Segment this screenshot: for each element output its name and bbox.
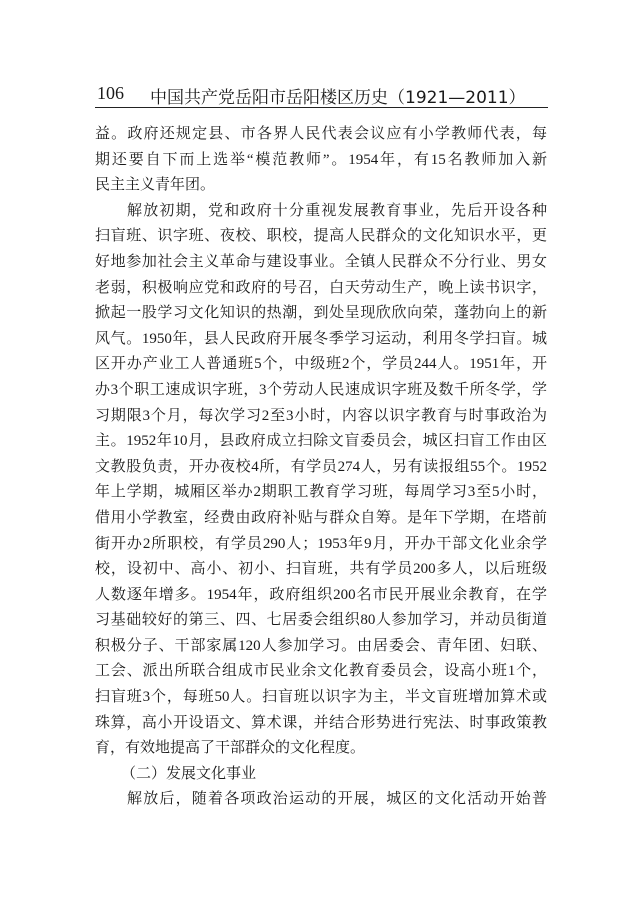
text-line: 习基础较好的第三、四、七居委会组织80人参加学习，并动员街道 (95, 612, 547, 629)
text-line: 好地参加社会主义革命与建设事业。全镇人民群众不分行业、男女 (95, 253, 547, 270)
text-line: 育，有效地提高了干部群众的文化程度。 (95, 740, 366, 757)
text-line: 解放后，随着各项政治运动的开展，城区的文化活动开始普 (127, 791, 547, 808)
book-title: 中国共产党岳阳市岳阳楼区历史（1921—2011） (150, 88, 526, 108)
text-line: 工会、派出所联合组成市民业余文化教育委员会，设高小班1个， (95, 663, 547, 680)
text-line: 期还要自下而上选举“模范教师”。1954年，有15名教师加入新 (95, 151, 547, 168)
text-line: 益。政府还规定县、市各界人民代表会议应有小学教师代表，每 (95, 126, 547, 142)
text-line: 人数逐年增多。1954年，政府组织200名市民开展业余教育，在学 (95, 586, 547, 603)
text-line: 借用小学教室，经费由政府补贴与群众自筹。是年下学期，在塔前 (95, 509, 547, 526)
text-line: 扫盲班、识字班、夜校、职校，提高人民群众的文化知识水平，更 (95, 228, 547, 245)
text-line: 珠算，高小开设语文、算术课，并结合形势进行宪法、时事政策教 (95, 714, 547, 731)
text-line: 办3个职工速成识字班，3个劳动人民速成识字班及数千所冬学，学 (95, 381, 547, 398)
text-line: 街开办2所职校，有学员290人；1953年9月，开办干部文化业余学 (95, 535, 547, 552)
body-text (95, 122, 547, 813)
text-line: 风气。1950年，县人民政府开展冬季学习运动，利用冬学扫盲。城 (95, 330, 547, 347)
text-line: 校，设初中、高小、初小、扫盲班，共有学员200多人，以后班级 (95, 561, 547, 578)
page-number: 106 (97, 83, 124, 103)
running-header (95, 83, 548, 108)
text-line: 积极分子、干部家属120人参加学习。由居委会、青年团、妇联、 (95, 637, 547, 654)
text-line: 解放初期，党和政府十分重视发展教育事业，先后开设各种 (127, 202, 547, 219)
text-line: 掀起一股学习文化知识的热潮，到处呈现欣欣向荣，蓬勃向上的新 (95, 305, 547, 322)
text-line: 主。1952年10月，县政府成立扫除文盲委员会，城区扫盲工作由区 (95, 433, 547, 450)
text-line: 扫盲班3个，每班50人。扫盲班以识字为主，半文盲班增加算术或 (95, 689, 547, 706)
section-heading: （二）发展文化事业 (121, 765, 257, 782)
text-line: 区开办产业工人普通班5个，中级班2个，学员244人。1951年，开 (95, 356, 547, 373)
text-line: 民主主义青年团。 (95, 177, 216, 194)
text-line: 习期限3个月，每次学习2至3小时，内容以识字教育与时事政治为 (95, 407, 547, 424)
text-line: 年上学期，城厢区举办2期职工教育学习班，每周学习3至5小时， (95, 484, 547, 501)
text-line: 文教股负责，开办夜校4所，有学员274人，另有读报组55个。1952 (95, 458, 547, 475)
text-line: 老弱，积极响应党和政府的号召，白天劳动生产，晚上读书识字， (95, 279, 547, 296)
